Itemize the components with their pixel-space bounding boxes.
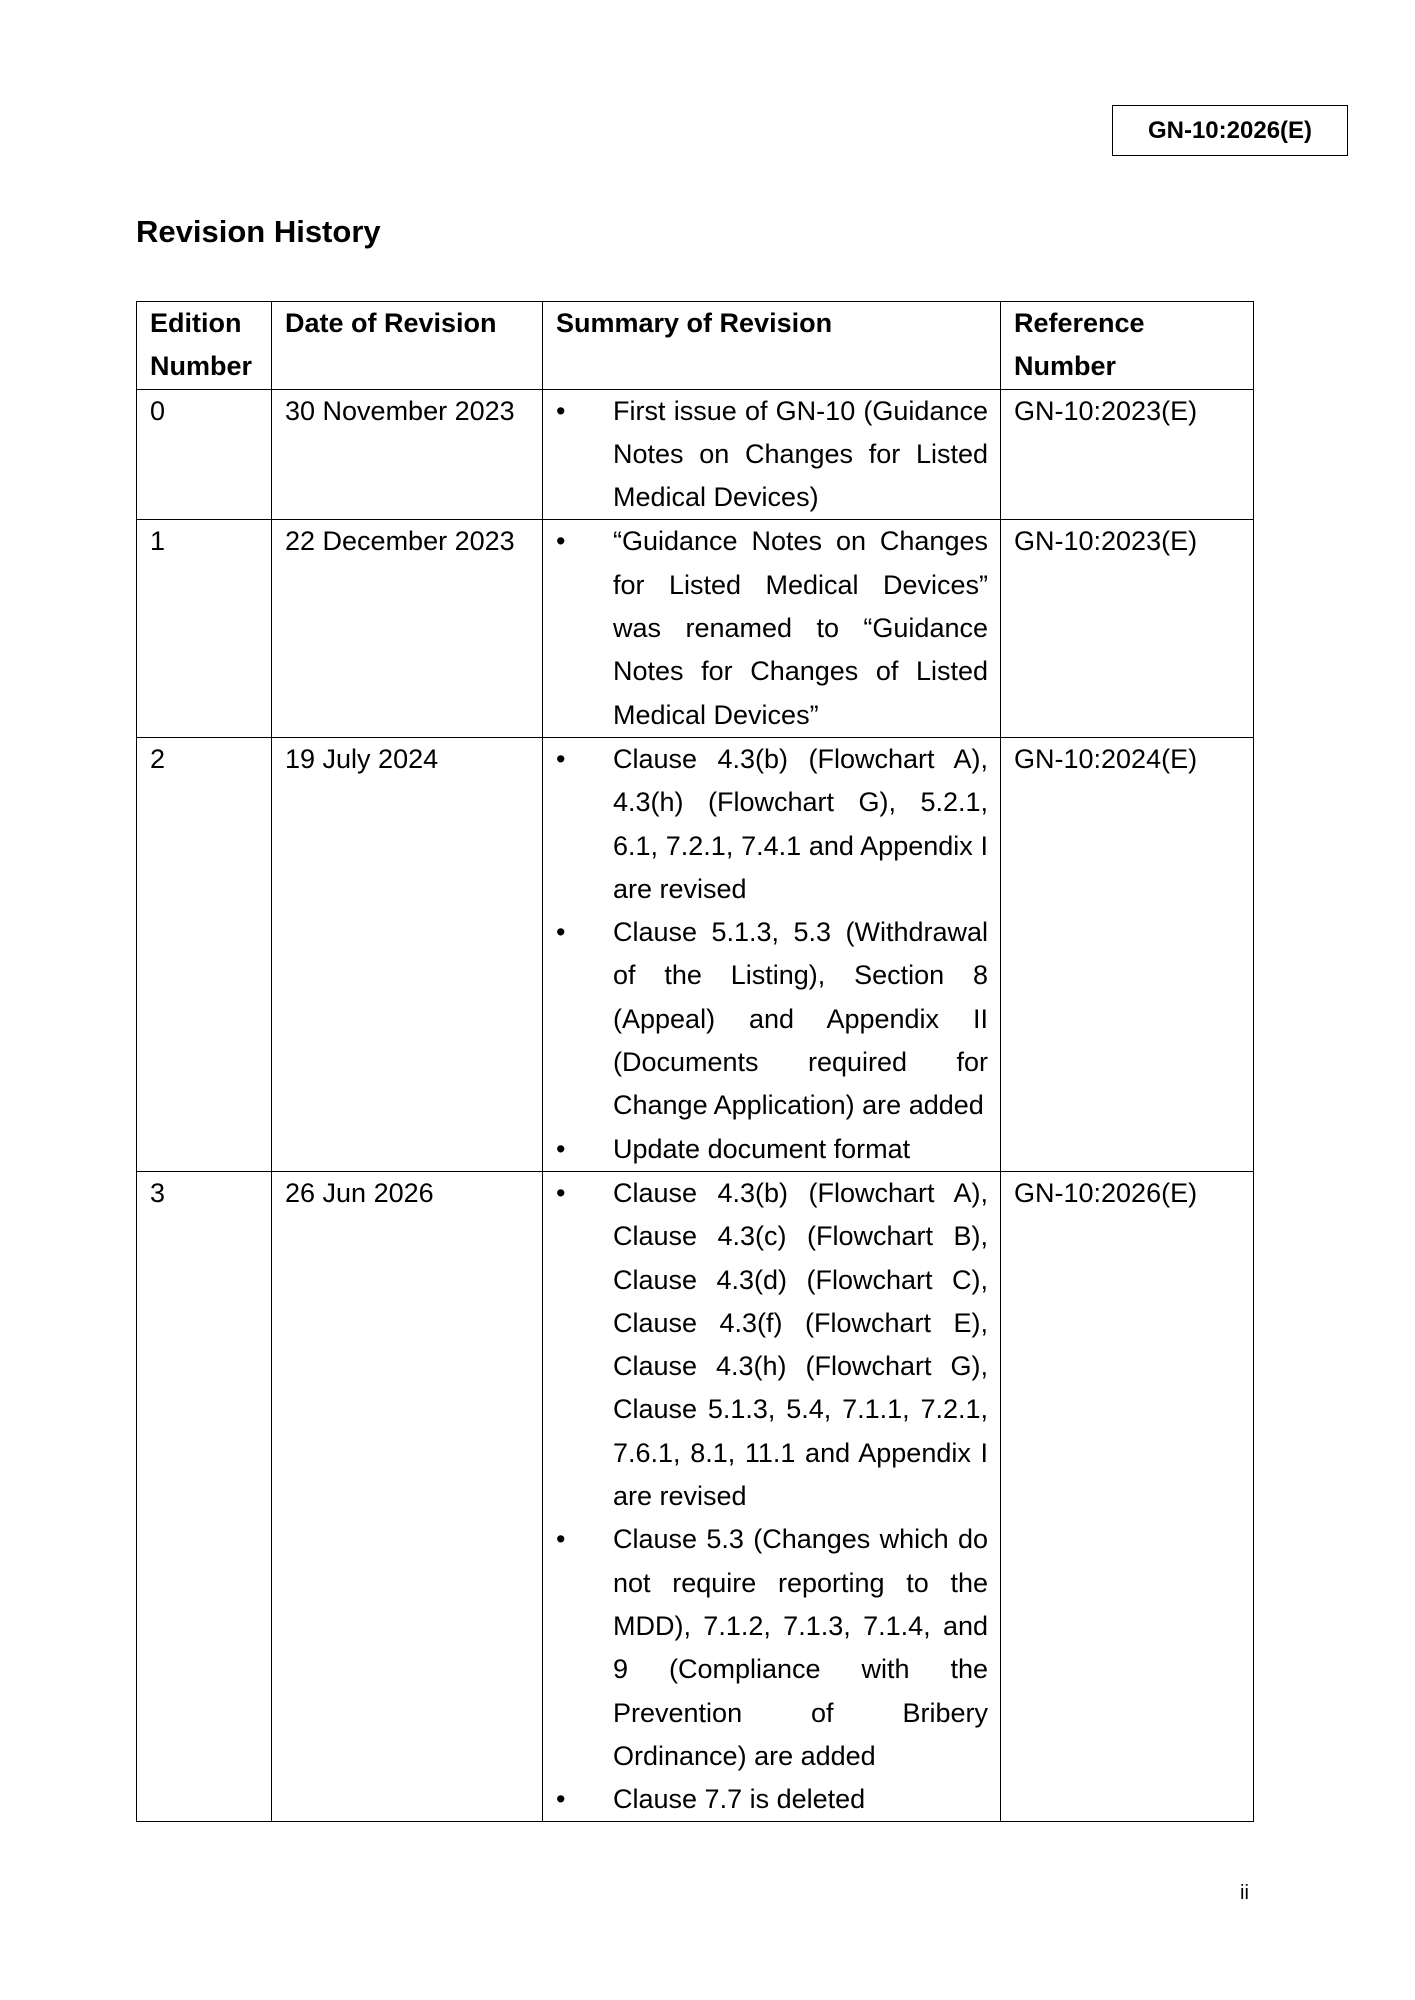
summary-list	[556, 738, 988, 1171]
table-row	[137, 520, 1254, 737]
summary-item	[556, 738, 988, 911]
summary-text: “Guidance Notes on Changes for Listed Medical Devices” was renamed to “Guidance Notes for Changes of Listed Medical Devices”	[613, 526, 988, 730]
summary-item	[556, 1128, 988, 1171]
page-title: Revision History	[136, 214, 381, 249]
bullet-icon: •	[556, 917, 566, 948]
edition-cell: 1	[137, 520, 272, 737]
page-number: ii	[1240, 1882, 1249, 1904]
summary-text: Clause 5.3 (Changes which do not require reporting to the MDD), 7.1.2, 7.1.3, 7.1.4, and 9 (Compliance with the Prevention of Bribery Ordinance) are added	[613, 1524, 988, 1771]
summary-item	[556, 1518, 988, 1778]
table-row	[137, 389, 1254, 520]
table-row	[137, 737, 1254, 1171]
date-cell: 26 Jun 2026	[272, 1171, 543, 1821]
summary-cell	[543, 737, 1001, 1171]
reference-cell: GN-10:2023(E)	[1001, 389, 1254, 520]
header-reference-number: Reference Number	[1001, 302, 1254, 390]
edition-cell: 3	[137, 1171, 272, 1821]
summary-item	[556, 1172, 988, 1518]
bullet-icon: •	[556, 1133, 566, 1164]
bullet-icon: •	[556, 743, 566, 774]
summary-text: Clause 4.3(b) (Flowchart A), 4.3(h) (Flowchart G), 5.2.1, 6.1, 7.2.1, 7.4.1 and Appendix I are revised	[613, 743, 988, 904]
table-row	[137, 1171, 1254, 1821]
bullet-icon: •	[556, 1524, 566, 1555]
bullet-icon: •	[556, 395, 566, 426]
bullet-icon: •	[556, 1784, 566, 1815]
document-code-box	[1112, 105, 1348, 156]
reference-cell: GN-10:2026(E)	[1001, 1171, 1254, 1821]
edition-cell: 0	[137, 389, 272, 520]
summary-item	[556, 911, 988, 1127]
summary-cell	[543, 520, 1001, 737]
date-cell: 22 December 2023	[272, 520, 543, 737]
summary-text: Clause 4.3(b) (Flowchart A), Clause 4.3(c) (Flowchart B), Clause 4.3(d) (Flowchart C), Clause 4.3(f) (Flowchart E), Clause 4.3(h) (Flowchart G), Clause 5.1.3, 5.4, 7.1.1, 7.2.1, 7.6.1, 8.1, 11.1 and Appendix I are revised	[613, 1177, 988, 1512]
date-cell: 30 November 2023	[272, 389, 543, 520]
summary-list	[556, 390, 988, 520]
header-date-of-revision: Date of Revision	[272, 302, 543, 390]
reference-cell: GN-10:2023(E)	[1001, 520, 1254, 737]
bullet-icon: •	[556, 1177, 566, 1208]
summary-item	[556, 1778, 988, 1821]
summary-list	[556, 1172, 988, 1821]
reference-cell: GN-10:2024(E)	[1001, 737, 1254, 1171]
header-summary-of-revision: Summary of Revision	[543, 302, 1001, 390]
edition-cell: 2	[137, 737, 272, 1171]
date-cell: 19 July 2024	[272, 737, 543, 1171]
document-code: GN-10:2026(E)	[1147, 116, 1313, 144]
summary-list	[556, 520, 988, 736]
summary-cell	[543, 389, 1001, 520]
summary-text: First issue of GN-10 (Guidance Notes on Changes for Listed Medical Devices)	[613, 395, 988, 513]
summary-cell	[543, 1171, 1001, 1821]
summary-item	[556, 390, 988, 520]
bullet-icon: •	[556, 526, 566, 557]
table-header-row	[137, 302, 1254, 390]
summary-item	[556, 520, 988, 736]
summary-text: Clause 7.7 is deleted	[613, 1784, 866, 1815]
summary-text: Update document format	[613, 1133, 911, 1164]
summary-text: Clause 5.1.3, 5.3 (Withdrawal of the Listing), Section 8 (Appeal) and Appendix II (Documents required for Change Application) are added	[613, 917, 988, 1121]
header-edition-number: Edition Number	[137, 302, 272, 390]
revision-history-table	[136, 301, 1254, 1822]
